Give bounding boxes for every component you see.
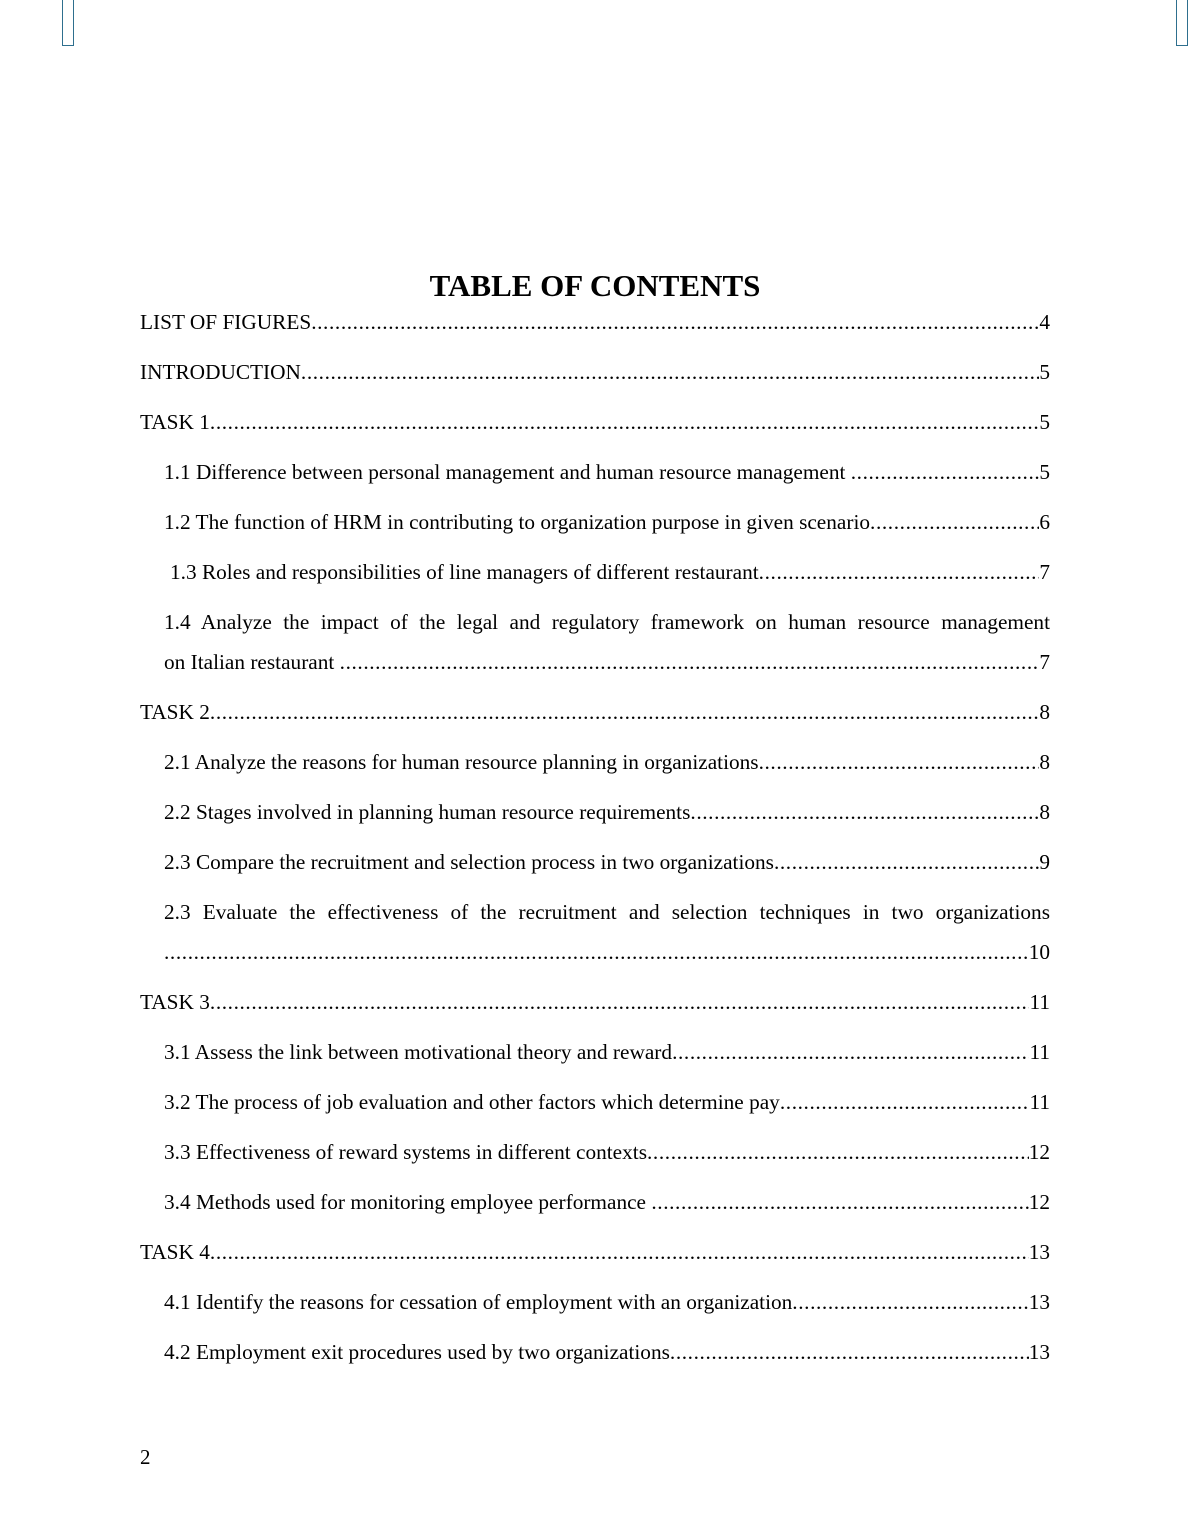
toc-page-number: 12 xyxy=(1028,1140,1050,1164)
toc-page-number: 11 xyxy=(1029,1090,1050,1114)
toc-entry-text: 3.4 Methods used for monitoring employee performance xyxy=(164,1190,652,1214)
crop-mark-left xyxy=(62,0,74,46)
toc-entry-2-3-evaluate[interactable] xyxy=(140,892,1050,972)
toc-entry-4-1[interactable] xyxy=(140,1282,1050,1322)
toc-page-number: 5 xyxy=(1039,410,1050,434)
toc-entry-text: 4.2 Employment exit procedures used by two organizations xyxy=(164,1340,670,1364)
toc-entry-text: TASK 4 xyxy=(140,1240,210,1264)
toc-entry-3-3[interactable] xyxy=(140,1132,1050,1172)
toc-entry-text: 2.3 Evaluate the effectiveness of the recruitment and selection techniques in two organizations xyxy=(164,900,1050,924)
toc-page-number: 13 xyxy=(1028,1290,1050,1314)
toc-entry-task-2[interactable] xyxy=(140,692,1050,732)
toc-page-number: 12 xyxy=(1028,1190,1050,1214)
toc-entry-text: 1.2 The function of HRM in contributing to organization purpose in given scenario xyxy=(164,510,871,534)
table-of-contents xyxy=(140,302,1050,1382)
toc-entry-introduction[interactable] xyxy=(140,352,1050,392)
toc-page-number: 8 xyxy=(1039,750,1050,774)
page-number: 2 xyxy=(140,1445,151,1469)
toc-entry-3-1[interactable] xyxy=(140,1032,1050,1072)
toc-entry-3-2[interactable] xyxy=(140,1082,1050,1122)
toc-entry-text: LIST OF FIGURES xyxy=(140,310,312,334)
toc-entry-text: 2.1 Analyze the reasons for human resource planning in organizations xyxy=(164,750,759,774)
toc-page-number: 5 xyxy=(1039,360,1050,384)
toc-entry-task-3[interactable] xyxy=(140,982,1050,1022)
toc-entry-text: 1.3 Roles and responsibilities of line managers of different restaurant xyxy=(170,560,759,584)
toc-entry-text: 1.1 Difference between personal management and human resource management xyxy=(164,460,851,484)
crop-mark-right xyxy=(1176,0,1188,46)
toc-entry-2-2[interactable] xyxy=(140,792,1050,832)
toc-page-number: 13 xyxy=(1028,1240,1050,1264)
toc-entry-text: 3.2 The process of job evaluation and other factors which determine pay xyxy=(164,1090,780,1114)
toc-entry-1-1[interactable] xyxy=(140,452,1050,492)
toc-entry-text-continued: on Italian restaurant xyxy=(164,650,340,674)
toc-page-number: 7 xyxy=(1039,560,1050,584)
toc-entry-text: 2.2 Stages involved in planning human resource requirements xyxy=(164,800,691,824)
toc-page-number: 7 xyxy=(1039,650,1050,674)
toc-entry-1-2[interactable] xyxy=(140,502,1050,542)
toc-entry-text: 4.1 Identify the reasons for cessation of employment with an organization xyxy=(164,1290,793,1314)
toc-entry-4-2[interactable] xyxy=(140,1332,1050,1372)
toc-entry-1-4[interactable] xyxy=(140,602,1050,682)
toc-page-number: 9 xyxy=(1039,850,1050,874)
toc-entry-text: 3.1 Assess the link between motivational theory and reward xyxy=(164,1040,673,1064)
toc-page-number: 10 xyxy=(1028,940,1050,964)
toc-page-number: 8 xyxy=(1039,800,1050,824)
toc-entry-text: 2.3 Compare the recruitment and selection process in two organizations xyxy=(164,850,774,874)
toc-entry-text: TASK 3 xyxy=(140,990,210,1014)
toc-entry-text: 3.3 Effectiveness of reward systems in different contexts xyxy=(164,1140,647,1164)
toc-page-number: 11 xyxy=(1029,1040,1050,1064)
toc-entry-text: 1.4 Analyze the impact of the legal and regulatory framework on human resource management xyxy=(164,610,1050,634)
toc-page-number: 11 xyxy=(1029,990,1050,1014)
toc-page-number: 4 xyxy=(1039,310,1050,334)
toc-entry-1-3[interactable] xyxy=(140,552,1050,592)
toc-entry-task-4[interactable] xyxy=(140,1232,1050,1272)
toc-entry-2-3-compare[interactable] xyxy=(140,842,1050,882)
toc-entry-text: TASK 2 xyxy=(140,700,210,724)
toc-entry-list-of-figures[interactable] xyxy=(140,302,1050,342)
toc-page-number: 6 xyxy=(1039,510,1050,534)
toc-entry-text: INTRODUCTION xyxy=(140,360,301,384)
toc-entry-text: TASK 1 xyxy=(140,410,210,434)
page-title: TABLE OF CONTENTS xyxy=(429,268,761,303)
toc-page-number: 8 xyxy=(1039,700,1050,724)
toc-entry-task-1[interactable] xyxy=(140,402,1050,442)
toc-entry-3-4[interactable] xyxy=(140,1182,1050,1222)
toc-page-number: 5 xyxy=(1039,460,1050,484)
toc-page-number: 13 xyxy=(1028,1340,1050,1364)
toc-entry-2-1[interactable] xyxy=(140,742,1050,782)
